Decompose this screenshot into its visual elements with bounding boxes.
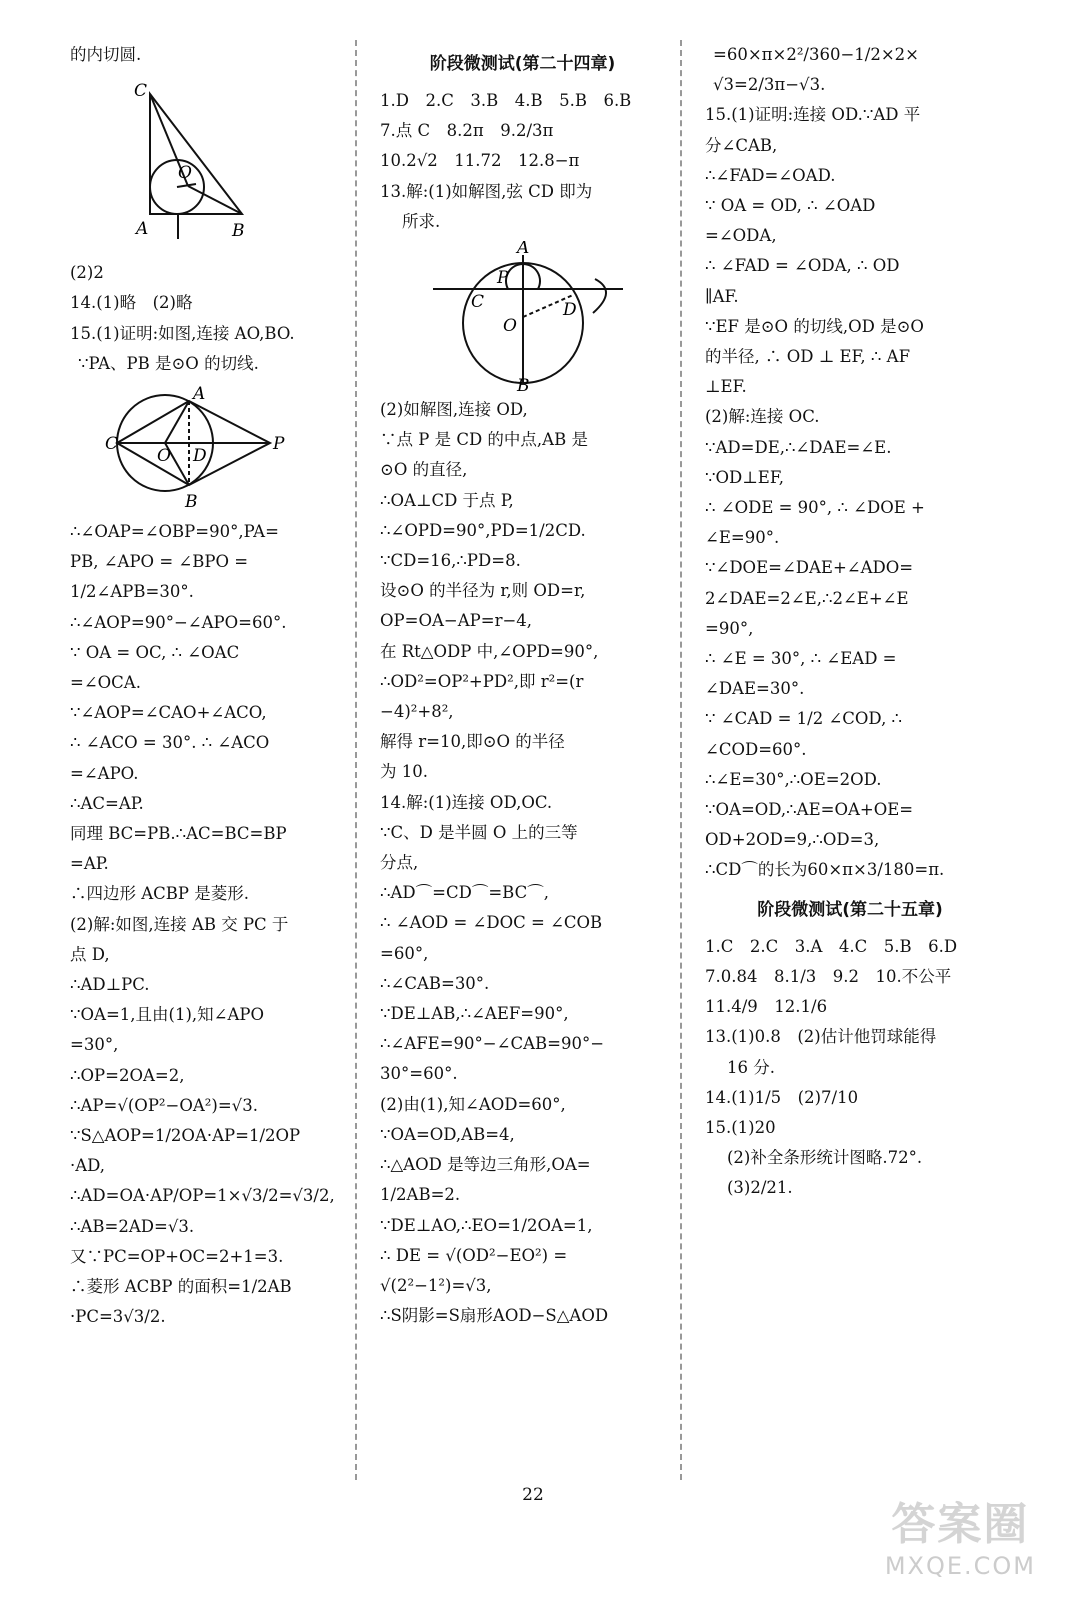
watermark-url: MXQE.COM [884, 1552, 1036, 1580]
text-line: ∵PA、PB 是⊙O 的切线. [78, 353, 259, 373]
text-line: ∴OP=2OA=2, [70, 1065, 185, 1085]
label-D: D [193, 446, 207, 467]
text-line: 为 10. [380, 762, 428, 782]
column-2 [380, 40, 665, 1331]
text-line: =90°, [705, 618, 754, 638]
text-line: ∴OD²=OP²+PD²,即 r²=(r [380, 671, 584, 691]
text-line: ∴ ∠ODE = 90°, ∴ ∠DOE + [705, 498, 925, 518]
text-line: 13.解:(1)如解图,弦 CD 即为 [380, 181, 593, 201]
text-line: 13.(1)0.8 (2)估计他罚球能得 [705, 1027, 937, 1047]
text-line: (2)如解图,连接 OD, [380, 400, 528, 420]
text-line: 14.解:(1)连接 OD,OC. [380, 792, 553, 812]
text-line: ∵OA=OD,∴AE=OA+OE= [705, 800, 914, 820]
text-line: ∴∠FAD=∠OAD. [705, 165, 836, 185]
text-line: =∠APO. [70, 763, 139, 783]
text-line: OD+2OD=9,∴OD=3, [705, 830, 880, 850]
text-line: ·AD, [70, 1156, 106, 1176]
text-line: ∴∠AOP=90°−∠APO=60°. [70, 612, 287, 632]
text-line: PB, ∠APO = ∠BPO = [70, 552, 249, 572]
text-line: OP=OA−AP=r−4, [380, 611, 533, 631]
label-C: C [470, 292, 484, 313]
watermark-logo [885, 1488, 1036, 1580]
text-line: ∵∠AOP=∠CAO+∠ACO, [70, 703, 267, 723]
column-1 [70, 40, 340, 1333]
text-line: (3)2/21. [727, 1178, 793, 1198]
text-line: 14.(1)1/5 (2)7/10 [705, 1087, 859, 1107]
label-B: B [516, 376, 529, 392]
text-line: 7.0.84 8.1/3 9.2 10.不公平 [705, 966, 952, 986]
label-P: P [496, 268, 508, 289]
text-line: ∴ ∠E = 30°, ∴ ∠EAD = [705, 649, 897, 669]
text-line: ⊙O 的直径, [380, 460, 468, 480]
label-C: C [105, 434, 119, 455]
text-line: 15.(1)证明:连接 OD.∵AD 平 [705, 105, 921, 125]
text-line: 的内切圆. [70, 45, 142, 64]
text-line: ∴AD⊥PC. [70, 975, 150, 995]
label-C: C [134, 81, 148, 102]
label-A: A [136, 219, 149, 240]
text-line: =∠ODA, [705, 226, 777, 246]
text-line: =30°, [70, 1035, 119, 1055]
text-line: 1.D 2.C 3.B 4.B 5.B 6.B [380, 91, 632, 110]
text-line: ∵ ∠CAD = 1/2 ∠COD, ∴ [705, 709, 903, 729]
text-line: ∴∠OPD=90°,PD=1/2CD. [380, 520, 586, 540]
text-line: ∴△AOD 是等边三角形,OA= [380, 1155, 591, 1175]
page-number: 22 [522, 1485, 544, 1505]
text-line: ∴S阴影=S扇形AOD−S△AOD [380, 1306, 609, 1326]
text-line: √3=2/3π−√3. [713, 75, 826, 95]
text-line: ∴菱形 ACBP 的面积=1/2AB [70, 1277, 292, 1297]
text-line: ∴∠CAB=30°. [380, 973, 490, 993]
label-O: O [178, 163, 192, 184]
text-line: ∵DE⊥AO,∴EO=1/2OA=1, [380, 1215, 593, 1235]
text-line: ∴AD⌒=CD⌒=BC⌒, [380, 883, 549, 903]
text-line: ∴AC=AP. [70, 793, 144, 813]
text-line: 10.2√2 11.72 12.8−π [380, 151, 580, 171]
text-line: −4)²+8², [380, 702, 454, 722]
text-line: ∴四边形 ACBP 是菱形. [70, 884, 250, 904]
text-line: ∴∠E=30°,∴OE=2OD. [705, 769, 882, 789]
text-line: ∵ OA = OC, ∴ ∠OAC [70, 642, 240, 662]
label-A: A [193, 384, 206, 405]
text-line: ∵OD⊥EF, [705, 467, 784, 487]
text-line: ∴OA⊥CD 于点 P, [380, 490, 514, 510]
text-line: 分点, [380, 853, 419, 873]
text-line: ∵DE⊥AB,∴∠AEF=90°, [380, 1004, 569, 1024]
text-line: ∴∠AFE=90°−∠CAB=90°− [380, 1034, 605, 1054]
text-line: 1/2∠APB=30°. [70, 582, 194, 602]
text-line: ⊥EF. [705, 377, 747, 397]
text-line: 2∠DAE=2∠E,∴2∠E+∠E [705, 588, 909, 608]
text-line: ∵OA=1,且由(1),知∠APO [70, 1005, 264, 1025]
text-line: 30°=60°. [380, 1064, 458, 1084]
rhombus-circle-figure [105, 383, 305, 513]
text-line: √(2²−1²)=√3, [380, 1275, 492, 1295]
text-line: 7.点 C 8.2π 9.2/3π [380, 121, 554, 141]
text-line: ∵C、D 是半圆 O 上的三等 [380, 822, 578, 842]
text-line: =60×π×2²/360−1/2×2× [713, 45, 920, 64]
text-line: 所求. [402, 211, 441, 231]
label-P: P [273, 434, 285, 455]
text-line: ∵点 P 是 CD 的中点,AB 是 [380, 430, 588, 450]
text-line: (2)2 [70, 263, 104, 283]
section-title: 阶段微测试(第二十五章) [757, 899, 943, 920]
text-line: (2)解:连接 OC. [705, 407, 820, 427]
label-B: B [185, 492, 198, 513]
text-line: ∵ OA = OD, ∴ ∠OAD [705, 196, 876, 216]
label-D: D [562, 300, 577, 321]
text-line: 分∠CAB, [705, 135, 778, 155]
text-line: =∠OCA. [70, 673, 141, 693]
text-line: ∵AD=DE,∴∠DAE=∠E. [705, 437, 892, 457]
incircle-triangle-figure [130, 74, 280, 254]
label-O: O [157, 446, 171, 467]
label-B: B [232, 221, 245, 242]
text-line: ∴ DE = √(OD²−EO²) = [380, 1245, 568, 1265]
text-line: 15.(1)20 [705, 1117, 776, 1137]
text-line: 15.(1)证明:如图,连接 AO,BO. [70, 323, 295, 343]
text-line: 16 分. [727, 1057, 775, 1077]
text-line: ∴ ∠ACO = 30°. ∴ ∠ACO [70, 733, 270, 753]
text-line: ∴AD=OA·AP/OP=1×√3/2=√3/2, [70, 1186, 335, 1206]
text-line: ∠E=90°. [705, 528, 780, 548]
text-line: ·PC=3√3/2. [70, 1307, 166, 1327]
text-line: 同理 BC=PB.∴AC=BC=BP [70, 824, 287, 844]
text-line: 设⊙O 的半径为 r,则 OD=r, [380, 581, 586, 601]
text-line: 11.4/9 12.1/6 [705, 997, 828, 1017]
text-line: (2)补全条形统计图略.72°. [727, 1148, 923, 1168]
text-line: (2)由(1),知∠AOD=60°, [380, 1094, 566, 1114]
text-line: =60°, [380, 943, 429, 963]
text-line: ∴AB=2AD=√3. [70, 1216, 195, 1236]
text-line: ∴ ∠FAD = ∠ODA, ∴ OD [705, 256, 900, 276]
text-line: ∵CD=16,∴PD=8. [380, 551, 521, 571]
text-line: ∠COD=60°. [705, 739, 807, 759]
text-line: 在 Rt△ODP 中,∠OPD=90°, [380, 641, 599, 661]
text-line: ∵∠DOE=∠DAE+∠ADO= [705, 558, 914, 578]
label-A: A [516, 241, 529, 259]
text-line: 1/2AB=2. [380, 1185, 461, 1205]
text-line: 的半径, ∴ OD ⊥ EF, ∴ AF [705, 347, 911, 367]
text-line: ∴ ∠AOD = ∠DOC = ∠COB [380, 913, 603, 933]
text-line: 又∵PC=OP+OC=2+1=3. [70, 1246, 284, 1266]
text-line: 点 D, [70, 944, 110, 964]
section-title: 阶段微测试(第二十四章) [429, 54, 616, 74]
text-line: 14.(1)略 (2)略 [70, 293, 193, 313]
text-line: ∴AP=√(OP²−OA²)=√3. [70, 1095, 258, 1115]
text-line: ∵EF 是⊙O 的切线,OD 是⊙O [705, 316, 924, 336]
text-line: ∥AF. [705, 286, 739, 306]
text-line: 1.C 2.C 3.A 4.C 5.B 6.D [705, 936, 958, 956]
text-line: ∵OA=OD,AB=4, [380, 1124, 515, 1144]
text-line: (2)解:如图,连接 AB 交 PC 于 [70, 914, 289, 934]
column-divider [355, 40, 357, 1480]
text-line: ∠DAE=30°. [705, 679, 805, 699]
text-line: ∴∠OAP=∠OBP=90°,PA= [70, 522, 279, 542]
column-divider [680, 40, 682, 1480]
text-line: ∴CD⌒的长为60×π×3/180=π. [705, 860, 945, 880]
text-line: ∵S△AOP=1/2OA·AP=1/2OP [70, 1126, 301, 1146]
watermark-title: 答案圈 [891, 1499, 1030, 1550]
text-line: 解得 r=10,即⊙O 的半径 [380, 732, 565, 752]
column-3 [705, 40, 995, 1204]
text-line: =AP. [70, 854, 109, 874]
label-O: O [502, 316, 517, 337]
chord-construction-figure [413, 241, 633, 391]
